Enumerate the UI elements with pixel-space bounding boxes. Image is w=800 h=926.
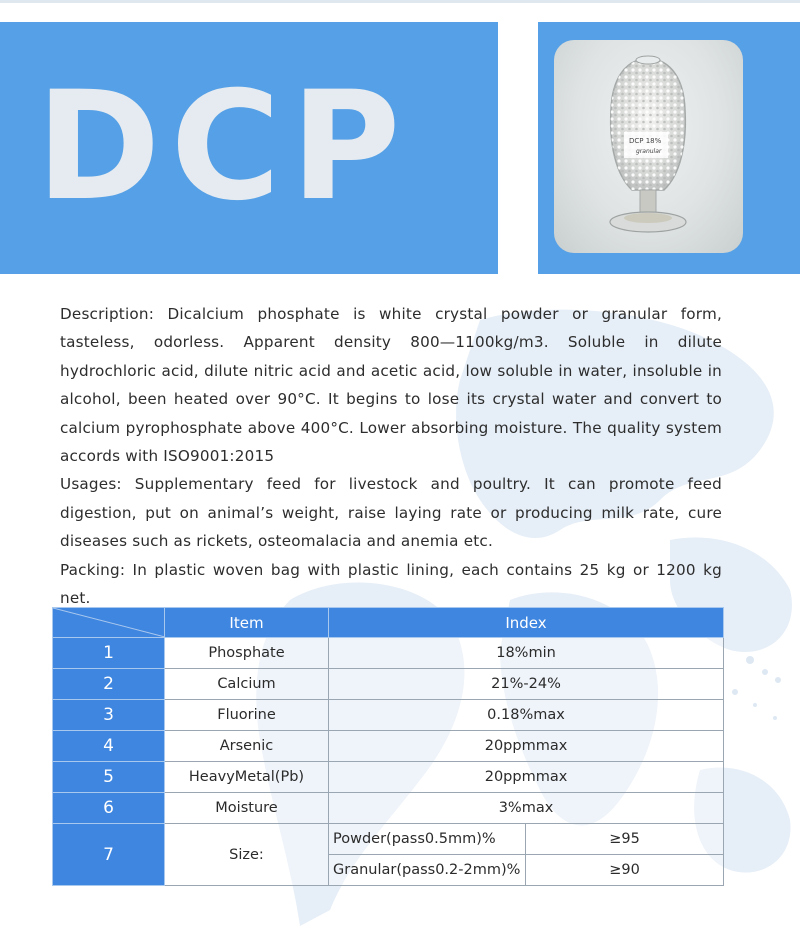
spec-table-wrapper <box>52 607 723 886</box>
size-sub-value: ≥90 <box>526 855 724 886</box>
table-row <box>53 669 724 700</box>
diagonal-divider <box>53 608 165 637</box>
description-paragraph: Description: Dicalcium phosphate is white crystal powder or granular form, tasteless, odorless. Apparent density 800—1100kg/m3. Soluble in dilute hydrochloric acid, dilute nitric acid and acetic acid, low soluble in water, insoluble in alcohol, been heated over 90°C. It begins to lose its crystal water and convert to calcium pyrophosphate above 400°C. Lower absorbing moisture. The quality system accords with ISO9001:2015 <box>60 305 722 466</box>
spec-table <box>52 607 724 886</box>
table-row-size <box>53 824 724 855</box>
table-row <box>53 638 724 669</box>
row-item: Arsenic <box>165 731 329 762</box>
row-number: 7 <box>53 824 165 886</box>
title-banner <box>0 22 498 274</box>
header-corner-cell <box>53 608 165 638</box>
banner-title: DCP <box>36 60 411 234</box>
sample-jar-image <box>554 40 743 253</box>
top-divider <box>0 0 800 3</box>
table-row <box>53 762 724 793</box>
size-sub-value: ≥95 <box>526 824 724 855</box>
row-number: 4 <box>53 731 165 762</box>
jar-label-line1: DCP 18% <box>629 137 662 145</box>
product-photo <box>554 40 743 253</box>
row-number: 1 <box>53 638 165 669</box>
table-row <box>53 793 724 824</box>
jar-label-line2: granular <box>636 148 662 155</box>
table-header-row <box>53 608 724 638</box>
row-number: 5 <box>53 762 165 793</box>
usages-paragraph: Usages: Supplementary feed for livestock and poultry. It can promote feed digestion, put on animal’s weight, raise laying rate or producing milk rate, cure diseases such as rickets, osteomalacia and anemia etc. <box>60 475 722 551</box>
row-index: 20ppmmax <box>329 762 724 793</box>
row-index: 21%-24% <box>329 669 724 700</box>
table-row <box>53 731 724 762</box>
size-sub-label: Granular(pass0.2-2mm)% <box>329 855 526 886</box>
size-sub-label: Powder(pass0.5mm)% <box>329 824 526 855</box>
row-index: 20ppmmax <box>329 731 724 762</box>
row-index: 18%min <box>329 638 724 669</box>
row-item: Moisture <box>165 793 329 824</box>
row-index: 0.18%max <box>329 700 724 731</box>
row-number: 2 <box>53 669 165 700</box>
row-number: 3 <box>53 700 165 731</box>
row-number: 6 <box>53 793 165 824</box>
row-item: Phosphate <box>165 638 329 669</box>
packing-paragraph: Packing: In plastic woven bag with plastic lining, each contains 25 kg or 1200 kg net. <box>60 560 722 608</box>
header-item: Item <box>165 608 329 638</box>
row-item: HeavyMetal(Pb) <box>165 762 329 793</box>
row-item: Size: <box>165 824 329 886</box>
description-text <box>60 300 722 612</box>
row-item: Fluorine <box>165 700 329 731</box>
row-item: Calcium <box>165 669 329 700</box>
header-index: Index <box>329 608 724 638</box>
row-index: 3%max <box>329 793 724 824</box>
table-row <box>53 700 724 731</box>
